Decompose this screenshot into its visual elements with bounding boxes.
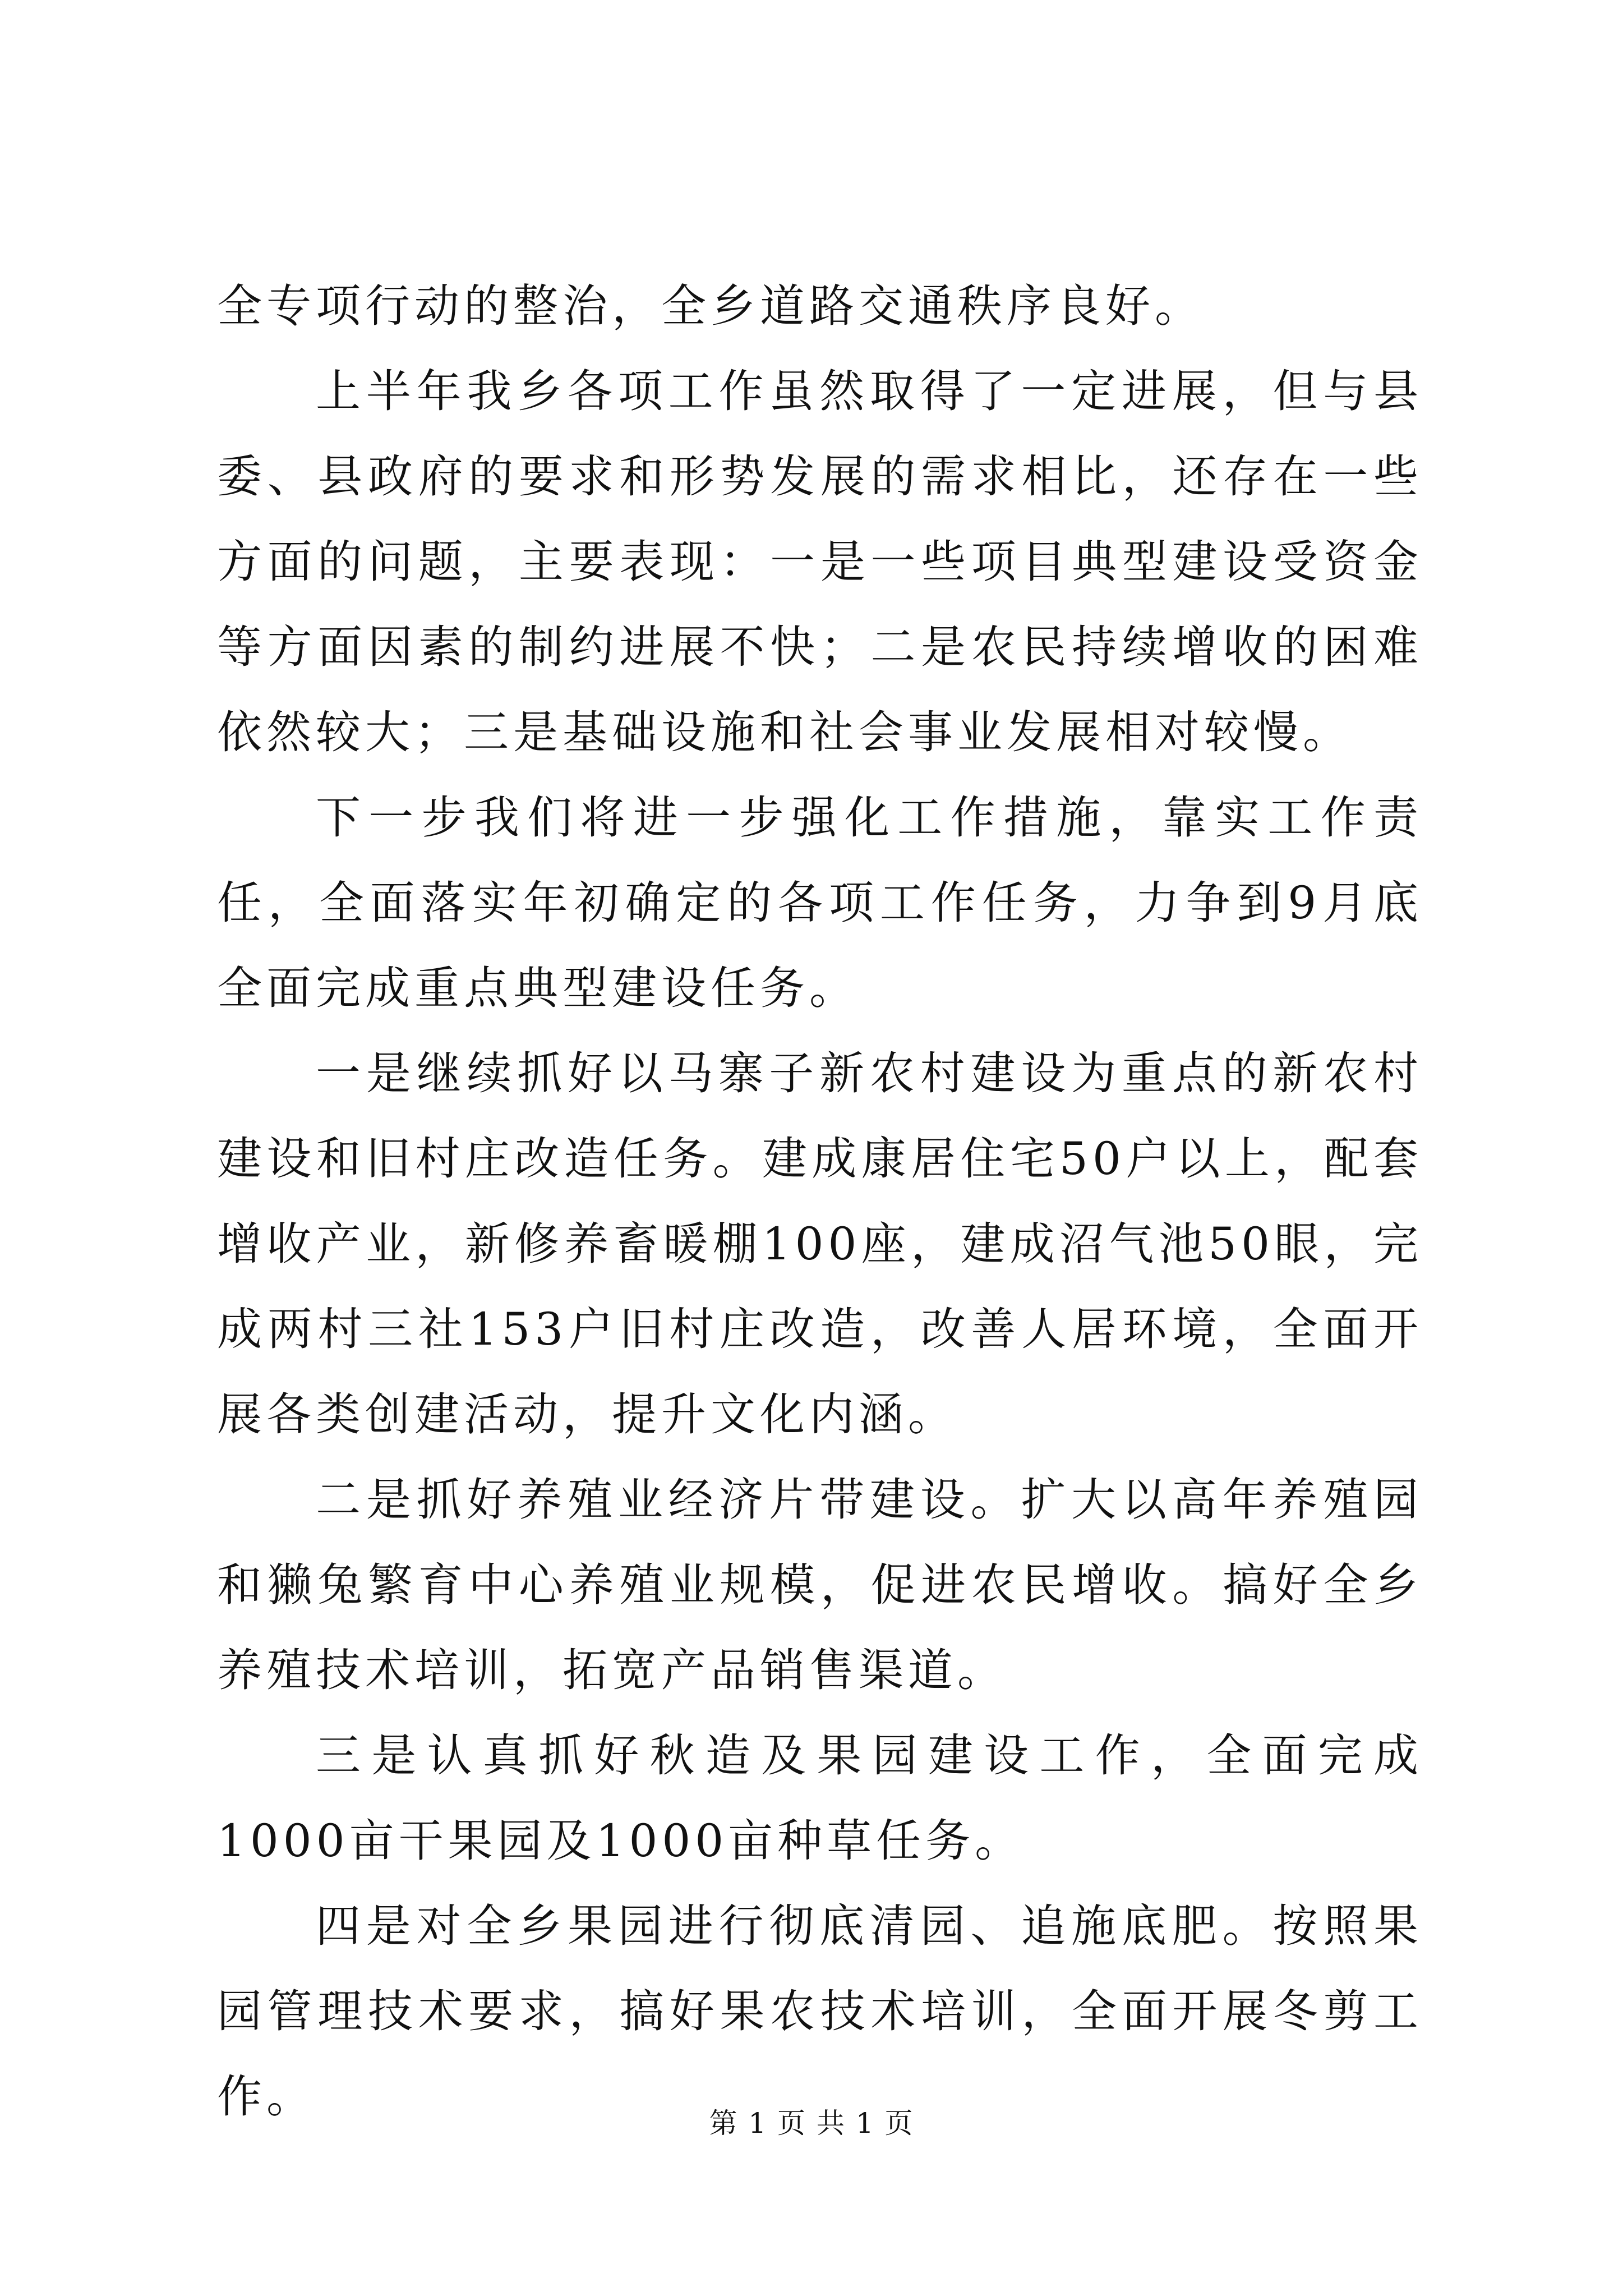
paragraph-continuation: 全专项行动的整治，全乡道路交通秩序良好。 [217,280,1204,332]
paragraph-item-two: 二是抓好养殖业经济片带建设。扩大以高年养殖园和獭兔繁育中心养殖业规模，促进农民增收。搞好全乡养殖技术培训，拓宽产品销售渠道。 [217,1474,1423,1696]
paragraph-next-steps: 下一步我们将进一步强化工作措施，靠实工作责任，全面落实年初确定的各项工作任务，力争到9月底全面完成重点典型建设任务。 [217,792,1423,1014]
paragraph-item-four: 四是对全乡果园进行彻底清园、追施底肥。按照果园管理技术要求，搞好果农技术培训，全面开展冬剪工作。 [217,1900,1423,2123]
paragraph-problems: 上半年我乡各项工作虽然取得了一定进展，但与县委、县政府的要求和形势发展的需求相比，还存在一些方面的问题，主要表现：一是一些项目典型建设受资金等方面因素的制约进展不快；二是农民持续增收的困难依然较大；三是基础设施和社会事业发展相对较慢。 [217,365,1423,758]
paragraph-item-one: 一是继续抓好以马寨子新农村建设为重点的新农村建设和旧村庄改造任务。建成康居住宅50户以上，配套增收产业，新修养畜暖棚100座，建成沼气池50眼，完成两村三社153户旧村庄改造，改善人居环境，全面开展各类创建活动，提升文化内涵。 [217,1047,1423,1441]
document-body [217,264,1423,2139]
paragraph-item-three: 三是认真抓好秋造及果园建设工作，全面完成1000亩干果园及1000亩种草任务。 [217,1729,1423,1867]
page-footer: 第 1 页 共 1 页 [709,2107,914,2139]
